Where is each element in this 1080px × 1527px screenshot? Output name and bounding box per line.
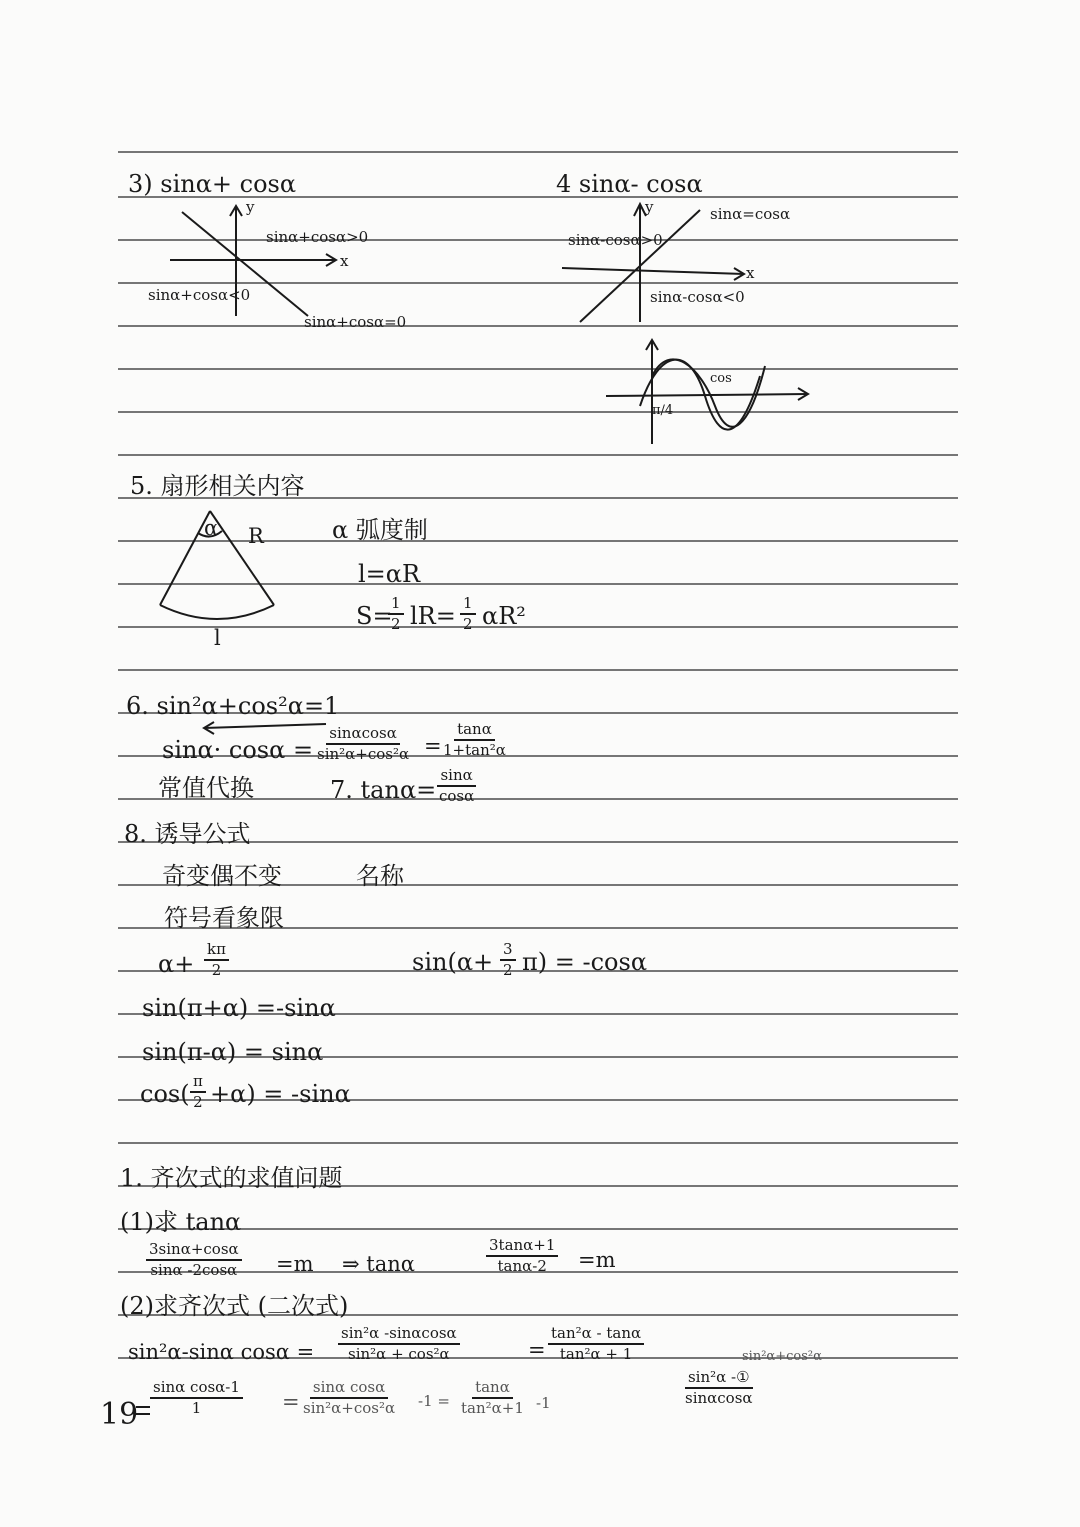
part-1-arrow: ⇒ tanα — [342, 1252, 415, 1276]
sector-alpha: α — [204, 516, 219, 540]
identity: 6. sin²α+cos²α=1 — [126, 692, 340, 720]
part-2-title: (2)求齐次式 (二次式) — [120, 1292, 349, 1320]
wave-label-cos: cos — [710, 371, 732, 386]
section-6-eq: = — [424, 734, 442, 758]
formula-3-frac: $\frac{\pi}{2}$ — [190, 1074, 206, 1110]
general-frac: $\frac{k\pi}{2}$ — [204, 942, 229, 978]
formula-area-end: αR² — [482, 602, 526, 630]
formula-area-half-2: $\frac{1}{2}$ — [460, 596, 476, 632]
formula-arc: l=αR — [358, 560, 421, 588]
part-1-frac: $\frac{3\sin\alpha+\cos\alpha}{\sin\alpha -2\cos\alpha}$ — [146, 1242, 242, 1278]
general-lhs: α+ — [158, 950, 195, 978]
example-lhs: sin(α+ — [412, 948, 494, 976]
section-6-frac-2: $\frac{\tan\alpha}{\text{1+tan²α}}$ — [443, 720, 506, 759]
section-8-title: 8. 诱导公式 — [124, 820, 251, 848]
part-1-frac-2: $\frac{3\tan\alpha+1}{\tan\alpha-2}$ — [486, 1238, 558, 1274]
rule-1: 奇变偶不变 — [162, 862, 282, 890]
section-4-y-label: y — [645, 198, 654, 216]
formula-area-mid: lR= — [410, 602, 456, 630]
section-3-label-negative: sinα+cosα<0 — [148, 286, 251, 304]
side-frac: $\frac{\text{sin²α -①}}{\sin\alpha\cos\alpha}$ — [685, 1368, 753, 1407]
page-number: 19 — [100, 1397, 139, 1432]
section-7-lhs: 7. tanα= — [330, 776, 437, 804]
section-5-title: 5. 扇形相关内容 — [130, 472, 305, 500]
section-3-x-label: x — [340, 252, 349, 270]
part-3-frac-3: $\frac{\tan\alpha}{\text{tan²α+1}}$ — [461, 1378, 524, 1417]
sector-l: l — [214, 626, 221, 650]
part-3-frac-2: $\frac{\text{sinα cosα}}{\text{sin²α+cos²α}}$ — [303, 1378, 396, 1417]
part-3-frac: $\frac{\text{sinα cosα-1}}{1}$ — [150, 1380, 243, 1416]
formula-3-lhs: cos( — [140, 1080, 190, 1108]
rule-2: 符号看象限 — [164, 904, 284, 932]
section-4-label-equal: sinα=cosα — [710, 205, 791, 223]
part-2-eq: = — [528, 1338, 546, 1362]
substitution-arrow — [200, 716, 330, 736]
section-4-label-positive: sinα-cosα>0 — [568, 231, 663, 249]
formula-area-half: $\frac{1}{2}$ — [388, 596, 404, 632]
section-4-label-negative: sinα-cosα<0 — [650, 288, 745, 306]
sine-cosine-graph — [600, 336, 815, 448]
section-7-frac: $\frac{\sin\alpha}{\cos\alpha}$ — [439, 766, 475, 805]
part-3-tail: -1 = — [418, 1392, 450, 1410]
example-frac: $\frac{3}{2}$ — [500, 942, 516, 978]
section-6-lhs: sinα· cosα = — [162, 736, 314, 764]
sector-R: R — [248, 524, 264, 548]
section-3-y-label: y — [246, 198, 255, 216]
part-1-eq: =m — [276, 1252, 314, 1276]
section-4-title: 4 sinα- cosα — [556, 170, 703, 198]
example-rhs: π) = -cosα — [522, 948, 648, 976]
section-3-title: 3) sinα+ cosα — [128, 170, 297, 198]
part-2-frac-2: $\frac{\text{tan²α - tanα}}{\text{tan²α + 1}}$ — [548, 1326, 644, 1362]
formula-3-rhs: +α) = -sinα — [210, 1080, 351, 1108]
formula-2: sin(π-α) = sinα — [142, 1038, 324, 1066]
rule-1-note: 名称 — [356, 862, 404, 890]
part-2-side-note: sin²α+cos²α — [742, 1349, 822, 1364]
part-3-eq: = — [282, 1390, 300, 1414]
part-1-eq-2: =m — [578, 1248, 616, 1272]
formula-1: sin(π+α) =-sinα — [142, 994, 336, 1022]
section-4-x-label: x — [746, 264, 755, 282]
section-3-label-positive: sinα+cosα>0 — [266, 228, 369, 246]
homogeneous-title: 1. 齐次式的求值问题 — [120, 1164, 343, 1192]
formula-area-lhs: S= — [356, 602, 393, 630]
wave-label-pi4: π/4 — [652, 403, 674, 418]
section-6-note: 常值代换 — [158, 774, 254, 802]
section-6-frac-1: $\frac{\sin\alpha\cos\alpha}{\text{sin²α+cos²α}}$ — [317, 724, 410, 763]
part-1-title: (1)求 tanα — [120, 1208, 242, 1236]
part-2-lhs: sin²α-sinα cosα = — [128, 1340, 315, 1364]
section-3-label-zero: sinα+cosα=0 — [304, 313, 407, 331]
part-2-frac: $\frac{\text{sin²α -sinαcosα}}{\text{sin²α + cos²α}}$ — [338, 1326, 460, 1362]
note-radian: α 弧度制 — [332, 516, 428, 544]
part-3-tail-2: -1 — [536, 1394, 551, 1412]
